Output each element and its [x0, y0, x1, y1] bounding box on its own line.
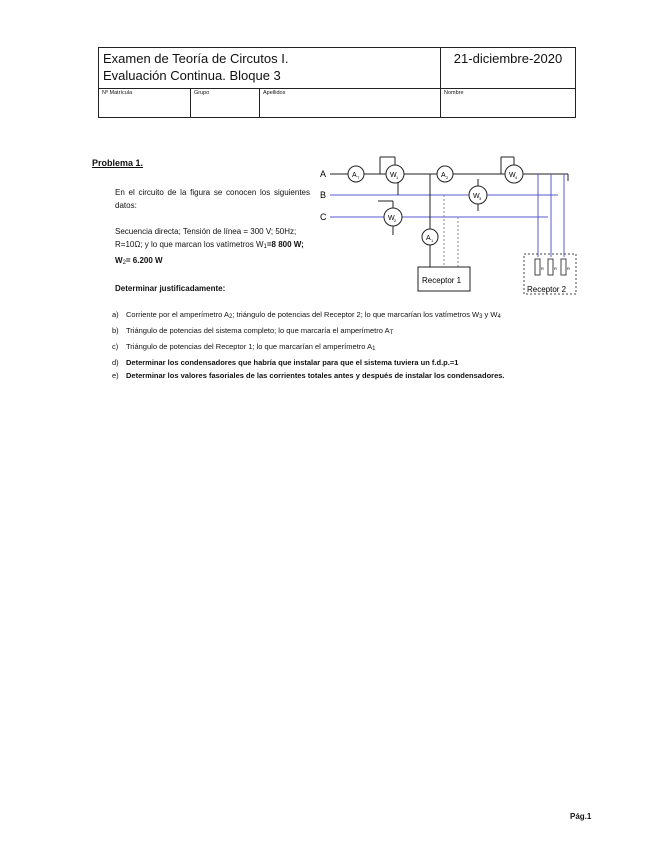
question-text: y W — [482, 310, 498, 319]
field-matricula: Nº Matrícula — [99, 89, 191, 118]
w2-sub: 2 — [122, 260, 126, 266]
resistor-3 — [561, 259, 566, 275]
wattmeter-w2-label: W — [388, 215, 395, 222]
question-label: b) — [112, 326, 119, 335]
wattmeter-w4-sub: 4 — [515, 175, 518, 180]
question-label: c) — [112, 342, 119, 351]
subscript: 1 — [372, 346, 376, 352]
field-grupo: Grupo — [191, 89, 260, 118]
exam-date: 21-diciembre-2020 — [441, 48, 576, 89]
line-label-a: A — [320, 169, 327, 179]
subscript: T — [389, 330, 394, 336]
problem-title: Problema 1. — [92, 158, 144, 168]
ammeter-a1-sub: 1 — [431, 238, 434, 243]
ammeter-a2-label: A — [441, 172, 446, 179]
question-d — [112, 356, 570, 369]
exam-title-line1: Examen de Teoría de Circutos I. — [103, 51, 289, 66]
subscript: 4 — [497, 314, 501, 320]
question-a — [112, 308, 570, 324]
problem-intro: En el circuito de la figura se conocen los siguientes datos: — [115, 188, 310, 210]
question-e — [112, 369, 570, 382]
resistor-label: R — [567, 266, 570, 271]
ammeter-a2-sub: 2 — [446, 175, 449, 180]
w1-value: =8 800 W; W — [115, 240, 304, 265]
subscript: 2 — [228, 314, 233, 320]
determine-heading: Determinar justificadamente: — [115, 284, 226, 293]
w2-value: = 6.200 W — [125, 256, 163, 265]
line-label-c: C — [320, 212, 327, 222]
question-label: e) — [112, 371, 119, 380]
resistor-1 — [535, 259, 540, 275]
question-text: Triángulo de potencias del sistema completo; lo que marcaría el amperímetro A — [126, 326, 390, 335]
question-text: Determinar los valores fasoriales de las corrientes totales antes y después de instalar los condensadores. — [126, 371, 505, 380]
question-text: Corriente por el amperímetro A — [126, 310, 229, 319]
question-label: d) — [112, 358, 119, 367]
ammeter-a1-label: A — [426, 235, 431, 242]
wattmeter-w3-label: W — [473, 193, 480, 200]
question-text: Determinar los condensadores que habría que instalar para que el sistema tuviera un f.d.p.=1 — [126, 358, 459, 367]
resistor-label: R — [554, 266, 557, 271]
w1-label: W — [255, 240, 264, 249]
question-list — [112, 308, 570, 382]
field-apellidos: Apellidos — [260, 89, 441, 118]
data-line: Secuencia directa; Tensión de línea = 300 V; 50Hz; R=10Ω; y lo que marcan los vatímetros — [115, 227, 297, 249]
field-nombre: Nombre — [441, 89, 576, 118]
circuit-diagram — [318, 153, 578, 298]
question-text: Triángulo de potencias del Receptor 1; lo que marcarían el amperímetro A — [126, 342, 373, 351]
ammeter-at-sub: T — [357, 175, 360, 180]
exam-title-line2: Evaluación Continua. Bloque 3 — [103, 68, 281, 83]
page-number: Pág.1 — [570, 812, 592, 821]
question-label: a) — [112, 310, 119, 319]
w1-sub: 1 — [263, 244, 267, 250]
wattmeter-w1-sub: 1 — [396, 175, 399, 180]
exam-title — [99, 48, 441, 89]
wattmeter-w1-label: W — [390, 172, 397, 179]
line-label-b: B — [320, 190, 327, 200]
question-text: ; triángulo de potencias del Receptor 2; lo que marcarían los vatímetros W — [232, 310, 480, 319]
problem-data — [115, 225, 315, 270]
question-c — [112, 340, 570, 356]
ammeter-at-label: A — [352, 172, 357, 179]
wattmeter-w2-sub: 2 — [394, 218, 397, 223]
wattmeter-w3-sub: 3 — [479, 196, 482, 201]
receptor-2-label: Receptor 2 — [527, 285, 567, 294]
resistor-2 — [548, 259, 553, 275]
subscript: 3 — [479, 314, 483, 320]
resistor-label: R — [541, 266, 544, 271]
receptor-1-label: Receptor 1 — [422, 276, 462, 285]
question-b — [112, 324, 570, 340]
exam-header-table — [98, 47, 576, 118]
wattmeter-w4-label: W — [509, 172, 516, 179]
